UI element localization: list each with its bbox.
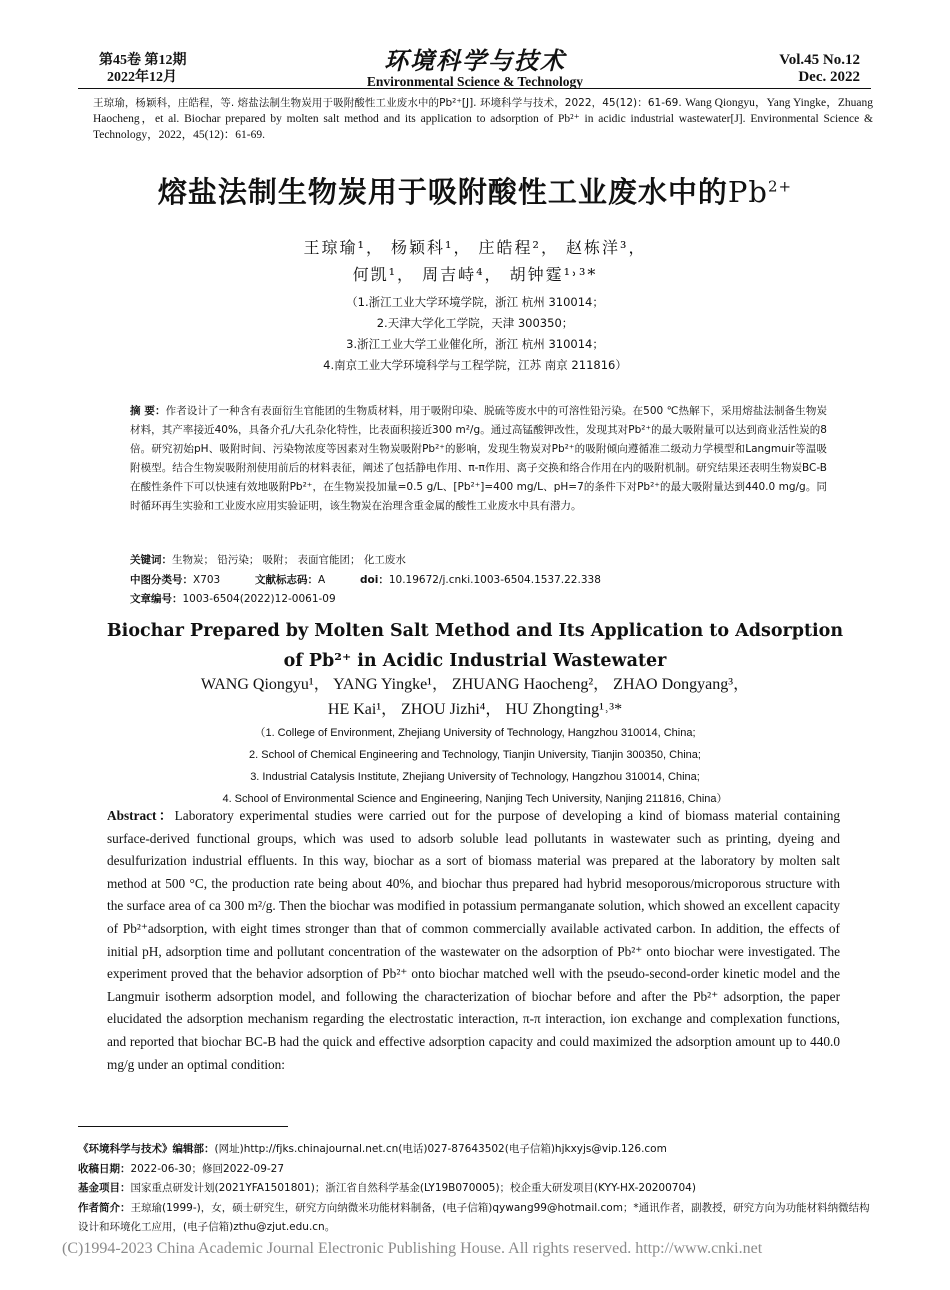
doc-code-label: 文献标志码：: [255, 574, 318, 586]
received-label: 收稿日期：: [78, 1162, 131, 1175]
footnotes: [78, 1140, 878, 1238]
article-no-value: 1003-6504(2022)12-0061-09: [182, 593, 336, 605]
authors-en-line1: WANG Qiongyu¹， YANG Yingke¹， ZHUANG Haocheng²， ZHAO Dongyang³，: [200, 676, 750, 693]
authors-zh-line2: 何凯¹， 周吉峙⁴， 胡钟霆¹˒³*: [352, 265, 598, 284]
volume-issue-en: Vol.45 No.12: [779, 52, 860, 68]
citation-zh: 王琼瑜，杨颖科，庄皓程，等. 熔盐法制生物炭用于吸附酸性工业废水中的Pb²⁺[J]. 环境科学与技术，2022，45(12)：61-69.: [93, 97, 686, 109]
clc-label: 中图分类号：: [130, 574, 193, 586]
title-en: [0, 616, 950, 676]
authors-en: [0, 672, 950, 722]
authors-en-line2: HE Kai¹， ZHOU Jizhi⁴， HU Zhongting¹˒³*: [327, 701, 623, 718]
footnote-received: [78, 1160, 878, 1180]
fund-label: 基金项目：: [78, 1182, 131, 1194]
journal-logo: 环境科学与技术: [384, 46, 566, 75]
footnote-author: [78, 1199, 878, 1238]
affiliation-zh: （1.浙江工业大学环境学院，浙江 杭州 310014；: [346, 295, 604, 309]
footnote-editorial: [78, 1140, 878, 1160]
affiliation-zh: 2.天津大学化工学院，天津 300350；: [376, 316, 574, 330]
title-zh-text: 熔盐法制生物炭用于吸附酸性工业废水中的: [157, 175, 728, 209]
classification-line: [130, 571, 827, 609]
title-zh-charge: 2+: [767, 177, 793, 196]
affiliation-zh: 4.南京工业大学环境科学与工程学院，江苏 南京 211816）: [323, 358, 627, 372]
article-no-label: 文章编号：: [130, 593, 183, 605]
abstract-zh: [130, 402, 827, 516]
header-volume-en: [779, 52, 860, 86]
copyright-watermark: (C)1994-2023 China Academic Journal Electronic Publishing House. All rights reserved. http://www.cnki.net: [62, 1240, 763, 1257]
doi-value: 10.19672/j.cnki.1003-6504.1537.22.338: [388, 574, 601, 586]
fund-text: 国家重点研发计划(2021YFA1501801)；浙江省自然科学基金(LY19B070005)；校企重大研发项目(KYY-HX-20200704): [130, 1182, 696, 1194]
abstract-zh-text: 作者设计了一种含有表面衍生官能团的生物质材料，用于吸附印染、脱硫等废水中的可溶性铅污染。在500 ℃热解下，采用熔盐法制备生物炭材料，其产率接近40%，具备介孔/大孔杂化特性，比表面积接近300 m²/g。通过高锰酸钾改性，发现其对Pb²⁺的最大吸附量可以达到商业活性炭的8倍。研究初始pH、吸附时间、污染物浓度等因素对生物炭吸附Pb²⁺的影响，发现生物炭对Pb²⁺的吸附倾向遵循准二级动力学模型和Langmuir等温吸附模型。结合生物炭吸附剂使用前后的材料表征，阐述了包括静电作用、π-π作用、离子交换和络合作用在内的吸附机制。研究结果还表明生物炭BC-B在酸性条件下可以快速有效地吸附Pb²⁺，在生物炭投加量=0.5 g/L、[Pb²⁺]=400 mg/L、pH=7的条件下对Pb²⁺的最大吸附量达到440.0 mg/g。同时循环再生实验和工业废水应用实验证明，该生物炭在治理含重金属的酸性工业废水中具有潜力。: [130, 405, 828, 512]
editorial-label: 《环境科学与技术》编辑部：: [78, 1143, 215, 1155]
affiliation-zh: 3.浙江工业大学工业催化所，浙江 杭州 310014；: [346, 337, 604, 351]
authors-zh-line1: 王琼瑜¹， 杨颖科¹， 庄皓程²， 赵栋洋³，: [303, 238, 647, 257]
affiliations-en: [0, 722, 950, 810]
title-zh: [0, 170, 950, 211]
abstract-en-text: Laboratory experimental studies were carried out for the purpose of developing a kind of biomass material containing surface-derived functional groups, which was used to adsorb soluble lead pollutants in wastewater such as printing, dyeing and desulfurization industrial effluents. In this way, biochar as a sort of biomass material was prepared at the laboratory by molten salt method at 500 °C, the production rate being about 40%, and biochar thus prepared had hybrid mesoporous/microporous structure with the surface area of ca 300 m²/g. Then the biochar was modified in potassium permanganate solution, which showed an excellent capacity of Pb²⁺adsorption, with eight times stronger than that of common commercially available activated carbon. In addition, the effects of initial pH, adsorption time and pollutant concentration of the wastewater on the adsorption of Pb²⁺ onto biochar were investigated. The experiment proved that the behavior adsorption of Pb²⁺ onto biochar matched well with the pseudo-second-order kinetic model and the Langmuir isotherm adsorption model, and following the characterization of biochar before and after the Pb²⁺ adsorption, the paper elucidated the adsorption mechanism regarding the electrostatic interaction, π-π interaction, ion exchange and complexation functions, and reported that biochar BC-B had the quick and effective adsorption capacity and could maximized the adsorption amount up to 440.0 mg/g under an optimal condition:: [107, 808, 840, 1072]
editorial-text: (网址)http://fjks.chinajournal.net.cn(电话)027-87643502(电子信箱)hjkxyjs@vip.126.com: [214, 1143, 667, 1155]
author-bio-text: 王琼瑜(1999-)，女，硕士研究生，研究方向纳微米功能材料制备，(电子信箱)qywang99@hotmail.com；*通讯作者，副教授，研究方向为功能材料纳微结构设计和环境化工应用，(电子信箱)zthu@zjut.edu.cn。: [78, 1201, 870, 1233]
citation-en: Wang Qiongyu，Yang Yingke，Zhuang Haocheng，et al. Biochar prepared by molten salt method and its application to adsorption of Pb²⁺ in acidic industrial wastewater[J]. Environmental Science & Technology，2022，45(12)：61-69.: [93, 97, 874, 141]
footnote-rule: [78, 1126, 288, 1127]
title-zh-ion: Pb: [727, 175, 768, 209]
author-bio-label: 作者简介：: [78, 1201, 131, 1214]
affiliations-zh: [0, 292, 950, 376]
volume-issue-zh: 第45卷 第12期: [99, 53, 187, 68]
title-en-line1: Biochar Prepared by Molten Salt Method and Its Application to Adsorption: [106, 621, 844, 641]
affiliation-en: 4. School of Environmental Science and Engineering, Nanjing Tech University, Nanjing 211816, China）: [222, 793, 728, 805]
journal-name-en: Environmental Science & Technology: [366, 74, 584, 89]
clc-value: X703: [193, 574, 221, 586]
abstract-zh-label: 摘 要：: [130, 405, 166, 417]
affiliation-en: 2. School of Chemical Engineering and Technology, Tianjin University, Tianjin 300350, China;: [249, 749, 701, 761]
date-zh: 2022年12月: [107, 70, 177, 85]
authors-zh: [0, 234, 950, 288]
keywords-zh-label: 关键词：: [130, 554, 172, 566]
doi-label: doi：: [360, 574, 389, 586]
citation: [93, 95, 873, 143]
affiliation-en: 3. Industrial Catalysis Institute, Zhejiang University of Technology, Hangzhou 310014, China;: [250, 771, 700, 783]
date-en: Dec. 2022: [798, 69, 860, 85]
abstract-en-label: Abstract：: [107, 808, 175, 823]
doc-code-value: A: [318, 574, 326, 586]
footnote-fund: [78, 1179, 878, 1199]
abstract-en: [107, 805, 840, 1076]
header-rule: [78, 88, 871, 89]
keywords-zh-text: 生物炭； 铅污染； 吸附； 表面官能团； 化工废水: [172, 554, 406, 566]
affiliation-en: （1. College of Environment, Zhejiang University of Technology, Hangzhou 310014, China;: [254, 727, 696, 739]
received-text: 2022-06-30；修回2022-09-27: [130, 1162, 285, 1175]
title-en-line2: of Pb²⁺ in Acidic Industrial Wastewater: [283, 651, 667, 671]
keywords-zh: [130, 551, 827, 570]
